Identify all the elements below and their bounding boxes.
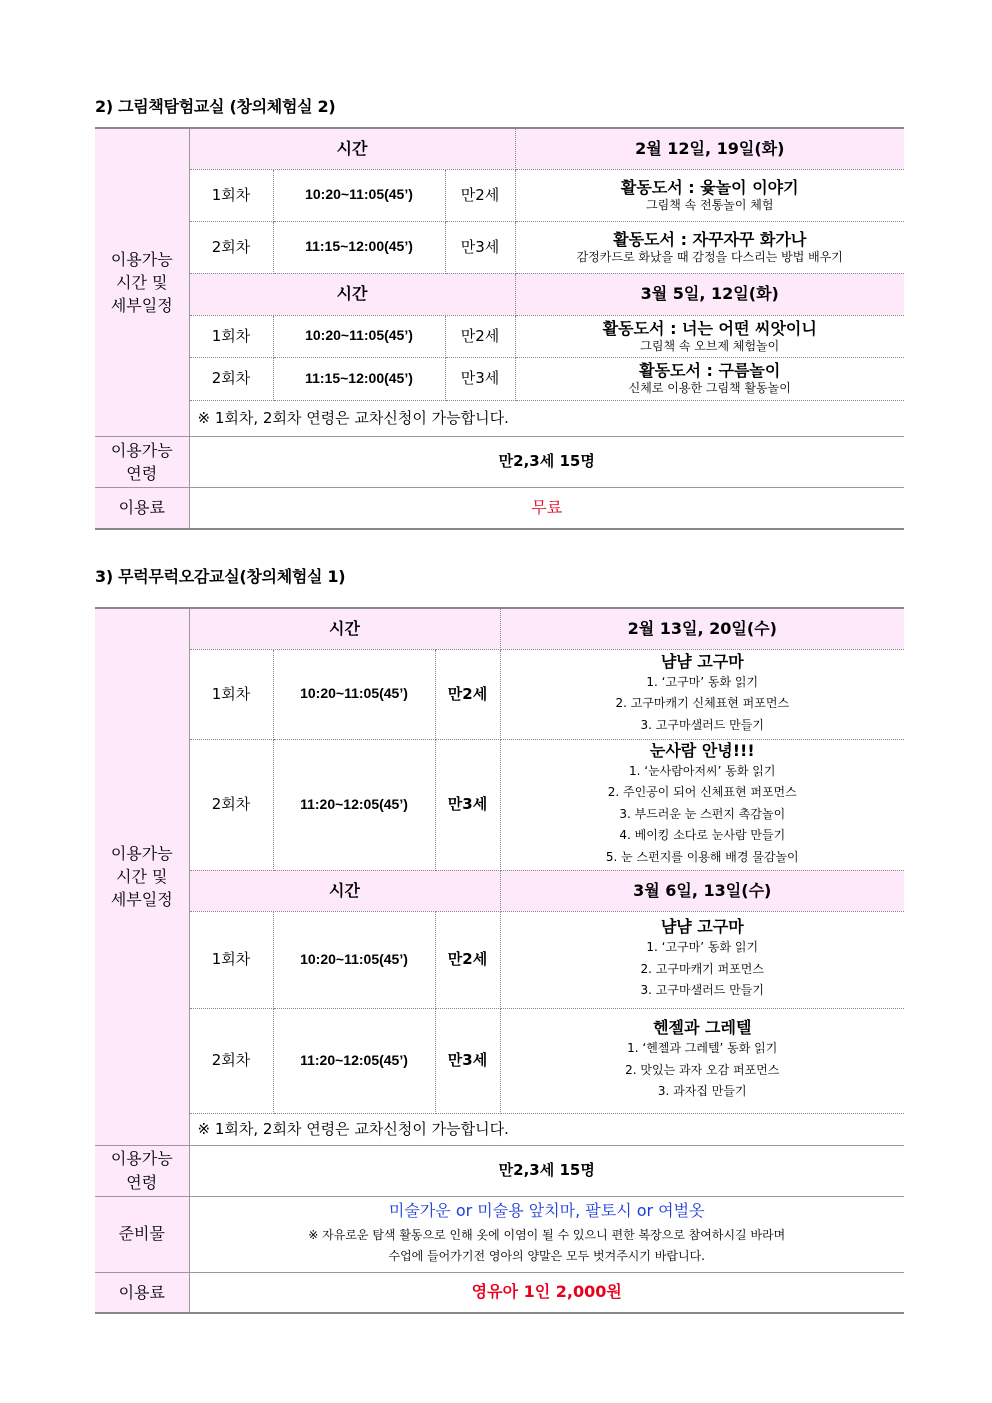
round-cell: 2회차 — [189, 1008, 273, 1113]
fee-label: 이용료 — [95, 488, 189, 529]
prep-main: 미술가운 or 미술용 앞치마, 팔토시 or 여벌옷 — [388, 1201, 705, 1220]
round-cell: 2회차 — [189, 357, 273, 400]
date-header: 3월 5일, 12일(화) — [515, 273, 904, 315]
section2-table — [95, 127, 904, 530]
activity-step: 1. ‘눈사람아저씨’ 동화 읽기 — [629, 763, 776, 778]
schedule-label: 이용가능 시간 및 세부일정 — [95, 608, 189, 1145]
time-cell: 11:15~12:00(45’) — [273, 357, 445, 400]
cross-apply-note: ※ 1회차, 2회차 연령은 교차신청이 가능합니다. — [189, 1113, 904, 1145]
activity-book: 활동도서 : 윷놀이 이야기 — [620, 177, 799, 197]
section3-title: 3) 무럭무럭오감교실(창의체험실 1) — [95, 567, 346, 586]
activity-step: 3. 고구마샐러드 만들기 — [640, 983, 764, 998]
age-cell: 만3세 — [445, 221, 515, 273]
time-cell: 11:20~12:05(45’) — [273, 739, 435, 870]
fee-value — [189, 488, 904, 529]
activity-step: 2. 고구마캐기 퍼포먼스 — [640, 961, 764, 976]
schedule-label: 이용가능 시간 및 세부일정 — [95, 128, 189, 437]
fee-label: 이용료 — [95, 1272, 189, 1313]
activity-cell — [500, 1008, 904, 1113]
time-cell: 10:20~11:05(45’) — [273, 315, 445, 357]
age-cell: 만3세 — [435, 1008, 500, 1113]
round-cell: 2회차 — [189, 739, 273, 870]
activity-title: 헨젤과 그레텔 — [653, 1018, 752, 1038]
time-cell: 11:15~12:00(45’) — [273, 221, 445, 273]
age-cell: 만2세 — [435, 649, 500, 739]
age-label: 이용가능 연령 — [95, 437, 189, 488]
time-cell: 10:20~11:05(45’) — [273, 649, 435, 739]
activity-step: 1. ‘고구마’ 동화 읽기 — [646, 940, 759, 955]
time-header: 시간 — [189, 128, 515, 169]
activity-desc: 감정카드로 화났을 때 감정을 다스리는 방법 배우기 — [576, 249, 843, 264]
date-header: 3월 6일, 13일(수) — [500, 870, 904, 911]
prep-label: 준비물 — [95, 1196, 189, 1272]
activity-cell — [515, 169, 904, 221]
activity-desc: 그림책 속 전통놀이 체험 — [646, 197, 774, 212]
activity-cell — [515, 221, 904, 273]
date-header: 2월 12일, 19일(화) — [515, 128, 904, 169]
activity-step: 1. ‘고구마’ 동화 읽기 — [646, 674, 759, 689]
time-header: 시간 — [189, 273, 515, 315]
round-cell: 1회차 — [189, 315, 273, 357]
time-header: 시간 — [189, 608, 500, 649]
activity-title: 눈사람 안녕!!! — [649, 740, 755, 760]
activity-cell — [515, 357, 904, 400]
time-cell: 10:20~11:05(45’) — [273, 911, 435, 1008]
age-cell: 만3세 — [445, 357, 515, 400]
table-row — [95, 169, 904, 221]
round-cell: 2회차 — [189, 221, 273, 273]
activity-step: 3. 고구마샐러드 만들기 — [640, 717, 764, 732]
time-cell: 11:20~12:05(45’) — [273, 1008, 435, 1113]
cross-apply-note: ※ 1회차, 2회차 연령은 교차신청이 가능합니다. — [189, 400, 904, 436]
activity-book: 활동도서 : 자꾸자꾸 화가나 — [613, 229, 807, 249]
activity-step: 1. ‘헨젤과 그레텔’ 동화 읽기 — [627, 1041, 778, 1056]
activity-cell — [500, 739, 904, 870]
prep-value — [189, 1196, 904, 1272]
activity-title: 냠냠 고구마 — [660, 651, 744, 671]
age-value: 만2,3세 15명 — [189, 437, 904, 488]
activity-desc: 그림책 속 오브제 체험놀이 — [640, 338, 780, 353]
activity-step: 4. 베이킹 소다로 눈사람 만들기 — [619, 828, 786, 843]
prep-note-1: ※ 자유로운 탐색 활동으로 인해 옷에 이염이 될 수 있으니 편한 복장으로 참여하시길 바라며 — [308, 1228, 786, 1242]
table-row — [95, 1008, 904, 1113]
age-cell: 만2세 — [435, 911, 500, 1008]
activity-book: 활동도서 : 너는 어떤 씨앗이니 — [602, 318, 817, 338]
activity-step: 2. 맛있는 과자 오감 퍼포먼스 — [625, 1062, 780, 1077]
activity-step: 2. 고구마캐기 신체표현 퍼포먼스 — [615, 696, 790, 711]
table-row — [95, 649, 904, 739]
round-cell: 1회차 — [189, 911, 273, 1008]
date-header: 2월 13일, 20일(수) — [500, 608, 904, 649]
fee-text: 영유아 1인 2,000원 — [471, 1282, 622, 1302]
fee-value — [189, 1272, 904, 1313]
fee-text: 무료 — [531, 497, 563, 517]
activity-cell — [500, 911, 904, 1008]
activity-title: 냠냠 고구마 — [660, 917, 744, 937]
activity-step: 3. 부드러운 눈 스펀지 촉감놀이 — [619, 806, 786, 821]
prep-note-2: 수업에 들어가기전 영아의 양말은 모두 벗겨주시기 바랍니다. — [388, 1249, 705, 1263]
age-cell: 만3세 — [435, 739, 500, 870]
activity-step: 2. 주인공이 되어 신체표현 퍼포먼스 — [607, 785, 797, 800]
table-row — [95, 739, 904, 870]
activity-cell — [500, 649, 904, 739]
table-row — [95, 221, 904, 273]
table-row — [95, 357, 904, 400]
activity-step: 5. 눈 스펀지를 이용해 배경 물감놀이 — [605, 849, 799, 864]
age-label: 이용가능 연령 — [95, 1145, 189, 1196]
age-cell: 만2세 — [445, 315, 515, 357]
round-cell: 1회차 — [189, 169, 273, 221]
section2-title: 2) 그림책탐험교실 (창의체험실 2) — [95, 97, 336, 116]
table-row — [95, 911, 904, 1008]
round-cell: 1회차 — [189, 649, 273, 739]
time-header: 시간 — [189, 870, 500, 911]
activity-cell — [515, 315, 904, 357]
activity-desc: 신체로 이용한 그림책 활동놀이 — [628, 381, 791, 395]
section3-table — [95, 607, 904, 1314]
table-row — [95, 315, 904, 357]
age-value: 만2,3세 15명 — [189, 1145, 904, 1196]
time-cell: 10:20~11:05(45’) — [273, 169, 445, 221]
activity-book: 활동도서 : 구름놀이 — [639, 361, 781, 380]
activity-step: 3. 과자집 만들기 — [657, 1084, 747, 1099]
age-cell: 만2세 — [445, 169, 515, 221]
